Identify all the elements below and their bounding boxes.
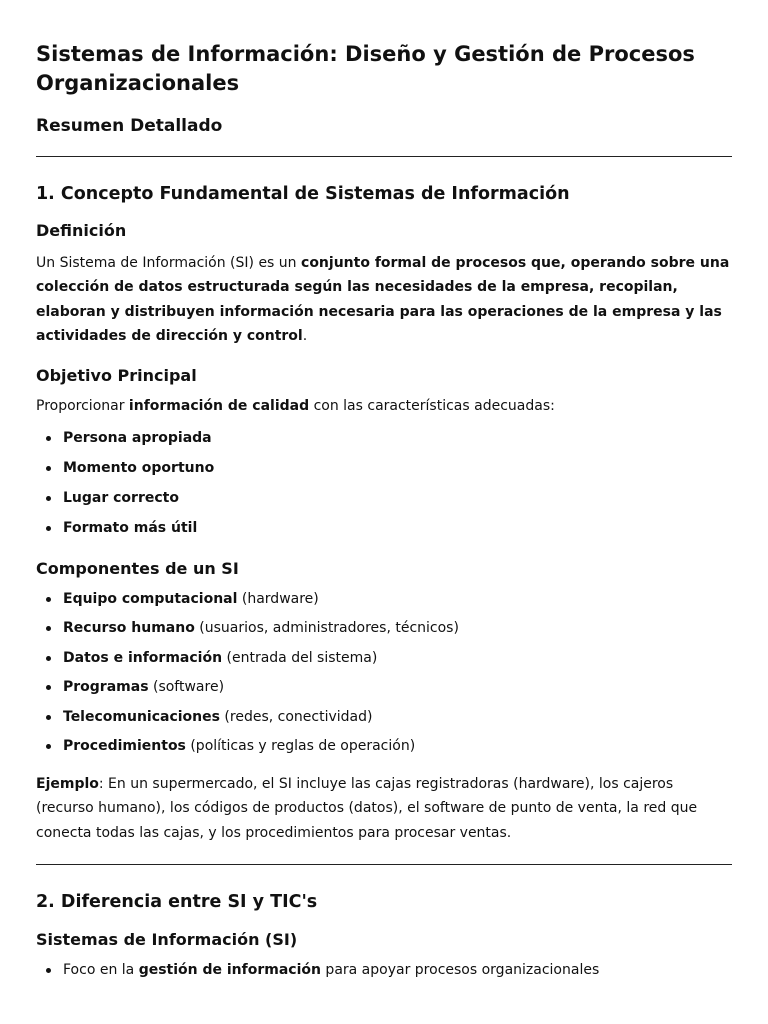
list-item-bold: Recurso humano <box>63 620 195 637</box>
list-item <box>36 618 732 638</box>
list-item-rest: (entrada del sistema) <box>222 649 378 666</box>
list-item-rest: (usuarios, administradores, técnicos) <box>194 620 459 637</box>
section-2-title: 2. Diferencia entre SI y TIC's <box>36 891 318 912</box>
list-item-text: Persona apropiada <box>63 430 212 447</box>
si-heading: Sistemas de Información (SI) <box>36 929 298 949</box>
document-subtitle: Resumen Detallado <box>36 116 223 136</box>
definicion-text-bold: conjunto formal de procesos que, operando sobre una colección de datos estructurada según las necesidades de la empresa, recopilan, elaboran y distribuyen información necesaria para las operaciones de la empresa y las actividades de dirección y control <box>36 255 730 344</box>
objetivo-text-before: Proporcionar <box>36 398 129 415</box>
definicion-text-after: . <box>302 327 308 344</box>
definicion-text-before: Un Sistema de Información (SI) es un <box>36 255 302 271</box>
ejemplo-text: : En un supermercado, el SI incluye las cajas registradoras (hardware), los cajeros (recurso humano), los códigos de productos (datos), el software de punto de venta, la red que conecta todas las cajas, y los procedimientos para procesar ventas. <box>36 776 698 841</box>
list-item-bold: Equipo computacional <box>63 590 238 607</box>
componentes-heading: Componentes de un SI <box>36 558 239 578</box>
list-item <box>36 736 732 756</box>
document-title: Sistemas de Información: Diseño y Gestión de Procesos Organizacionales <box>36 42 695 95</box>
list-item <box>36 648 732 668</box>
section-1-title: 1. Concepto Fundamental de Sistemas de Información <box>36 184 570 204</box>
objetivo-paragraph <box>36 394 732 418</box>
list-item-bold: Procedimientos <box>63 738 186 755</box>
ejemplo-label: Ejemplo <box>36 776 99 793</box>
definicion-paragraph <box>36 251 732 348</box>
list-item <box>36 677 732 697</box>
list-item <box>36 707 732 727</box>
list-item-bold: Programas <box>63 679 149 696</box>
componentes-list <box>36 589 732 757</box>
objetivo-text-after: con las características adecuadas: <box>309 398 555 415</box>
list-item <box>36 589 732 609</box>
si-list <box>36 960 732 980</box>
list-item <box>36 488 732 508</box>
list-item-rest: (software) <box>148 679 225 696</box>
objetivo-list <box>36 428 732 537</box>
list-item-rest: (redes, conectividad) <box>219 708 373 725</box>
list-item-before: Foco en la <box>63 961 139 978</box>
divider <box>36 156 732 157</box>
list-item-text: Formato más útil <box>63 519 198 536</box>
list-item-bold: gestión de información <box>138 961 321 978</box>
list-item <box>36 518 732 538</box>
list-item-bold: Datos e información <box>63 649 223 666</box>
list-item-bold: Telecomunicaciones <box>63 708 220 725</box>
list-item-text: Lugar correcto <box>63 489 179 506</box>
list-item <box>36 960 732 980</box>
objetivo-heading: Objetivo Principal <box>36 366 197 386</box>
list-item-rest: (hardware) <box>237 590 319 607</box>
list-item-text: Momento oportuno <box>63 460 215 477</box>
list-item <box>36 428 732 448</box>
list-item-rest: (políticas y reglas de operación) <box>185 738 416 755</box>
list-item <box>36 458 732 478</box>
ejemplo-paragraph <box>36 772 732 845</box>
definicion-heading: Definición <box>36 221 127 240</box>
objetivo-text-bold: información de calidad <box>128 398 310 415</box>
divider <box>36 864 732 865</box>
list-item-after: para apoyar procesos organizacionales <box>320 961 600 978</box>
